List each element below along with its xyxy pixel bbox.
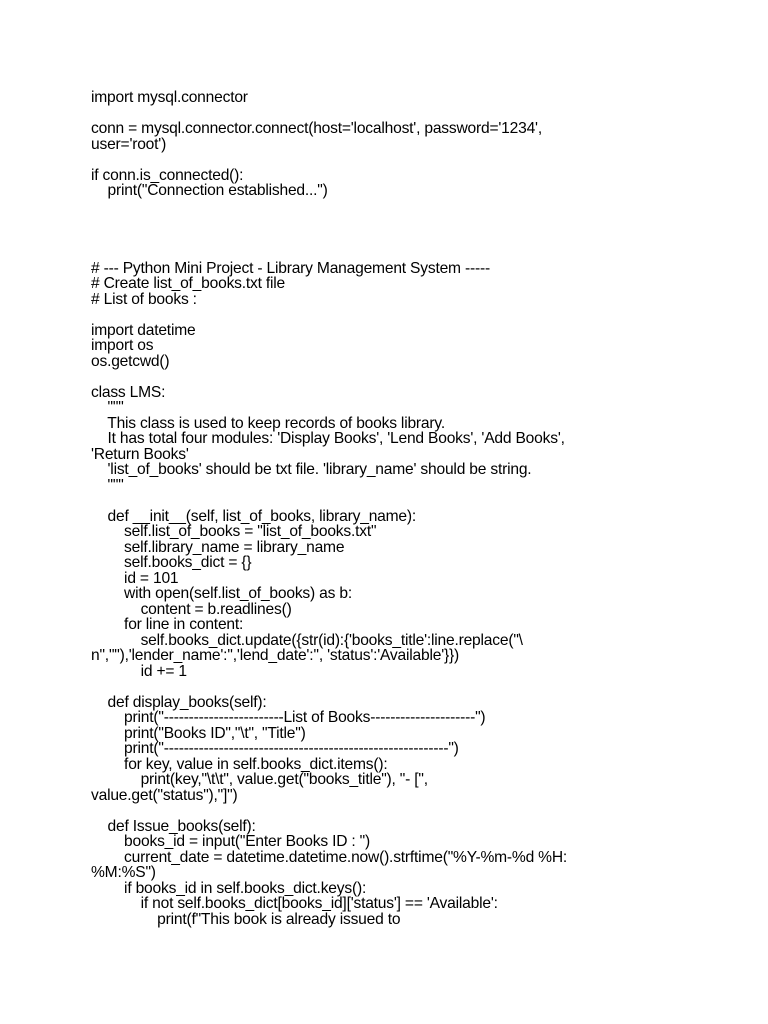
blank-line bbox=[91, 105, 751, 121]
code-line: import os bbox=[91, 337, 154, 354]
code-line: print("---------------------------------------------------------") bbox=[91, 740, 459, 757]
code-line: if books_id in self.books_dict.keys(): bbox=[91, 879, 367, 897]
code-line: if not self.books_dict[books_id]['status'] == 'Available': bbox=[91, 895, 498, 912]
code-line: # Create list_of_books.txt file bbox=[91, 275, 286, 292]
code-line: self.library_name = library_name bbox=[91, 538, 345, 556]
code-line: for key, value in self.books_dict.items(): bbox=[91, 755, 388, 773]
blank-line bbox=[91, 213, 751, 229]
code-line: if conn.is_connected(): bbox=[91, 166, 244, 184]
code-line: print("Books ID","\t", "Title") bbox=[91, 724, 306, 742]
code-line: """ bbox=[91, 476, 124, 494]
code-line: conn = mysql.connector.connect(host='localhost', password='1234', bbox=[91, 120, 542, 137]
code-line: self.list_of_books = "list_of_books.txt" bbox=[91, 523, 377, 540]
code-line: value.get("status"),"]") bbox=[91, 786, 238, 804]
blank-line bbox=[91, 368, 751, 384]
code-line: %M:%S") bbox=[91, 864, 156, 881]
code-line: id += 1 bbox=[91, 662, 187, 680]
code-line: os.getcwd() bbox=[91, 352, 170, 370]
code-line: print("------------------------List of Books---------------------") bbox=[91, 709, 486, 726]
code-line: print(key,"\t\t", value.get("books_title"), "- [", bbox=[91, 771, 428, 788]
code-line: class LMS: bbox=[91, 383, 166, 401]
code-line: def Issue_books(self): bbox=[91, 817, 256, 835]
code-line: print(f"This book is already issued to bbox=[91, 910, 401, 928]
blank-line bbox=[91, 198, 751, 214]
code-line: self.books_dict.update({str(id):{'books_title':line.replace("\ bbox=[91, 631, 523, 649]
blank-line bbox=[91, 229, 751, 245]
code-line: # --- Python Mini Project - Library Management System ----- bbox=[91, 259, 490, 277]
code-line: It has total four modules: 'Display Books', 'Lend Books', 'Add Books', bbox=[91, 430, 565, 447]
code-line: n",""),'lender_name':'','lend_date':'', 'status':'Available'}}) bbox=[91, 647, 460, 664]
code-line: print("Connection established...") bbox=[91, 182, 328, 199]
code-line: current_date = datetime.datetime.now().strftime("%Y-%m-%d %H: bbox=[91, 848, 568, 866]
code-line: """ bbox=[91, 399, 124, 416]
code-line: books_id = input("Enter Books ID : ") bbox=[91, 833, 370, 850]
blank-line bbox=[91, 151, 751, 167]
code-line: import datetime bbox=[91, 321, 196, 339]
code-line: 'list_of_books' should be txt file. 'library_name' should be string. bbox=[91, 461, 532, 478]
code-line: 'Return Books' bbox=[91, 445, 189, 463]
code-line: self.books_dict = {} bbox=[91, 554, 252, 571]
code-line: # List of books : bbox=[91, 290, 197, 308]
code-line: import mysql.connector bbox=[91, 89, 248, 106]
code-line: id = 101 bbox=[91, 569, 179, 587]
code-line: def display_books(self): bbox=[91, 693, 267, 711]
blank-line bbox=[91, 678, 751, 694]
blank-line bbox=[91, 802, 751, 818]
code-line: user='root') bbox=[91, 135, 167, 153]
code-line: content = b.readlines() bbox=[91, 600, 292, 618]
blank-line bbox=[91, 492, 751, 508]
code-line: This class is used to keep records of books library. bbox=[91, 414, 445, 432]
blank-line bbox=[91, 306, 751, 322]
code-line: for line in content: bbox=[91, 616, 244, 633]
code-line: with open(self.list_of_books) as b: bbox=[91, 585, 352, 602]
blank-line bbox=[91, 244, 751, 260]
code-listing bbox=[91, 89, 751, 926]
code-line: def __init__(self, list_of_books, library_name): bbox=[91, 507, 417, 525]
